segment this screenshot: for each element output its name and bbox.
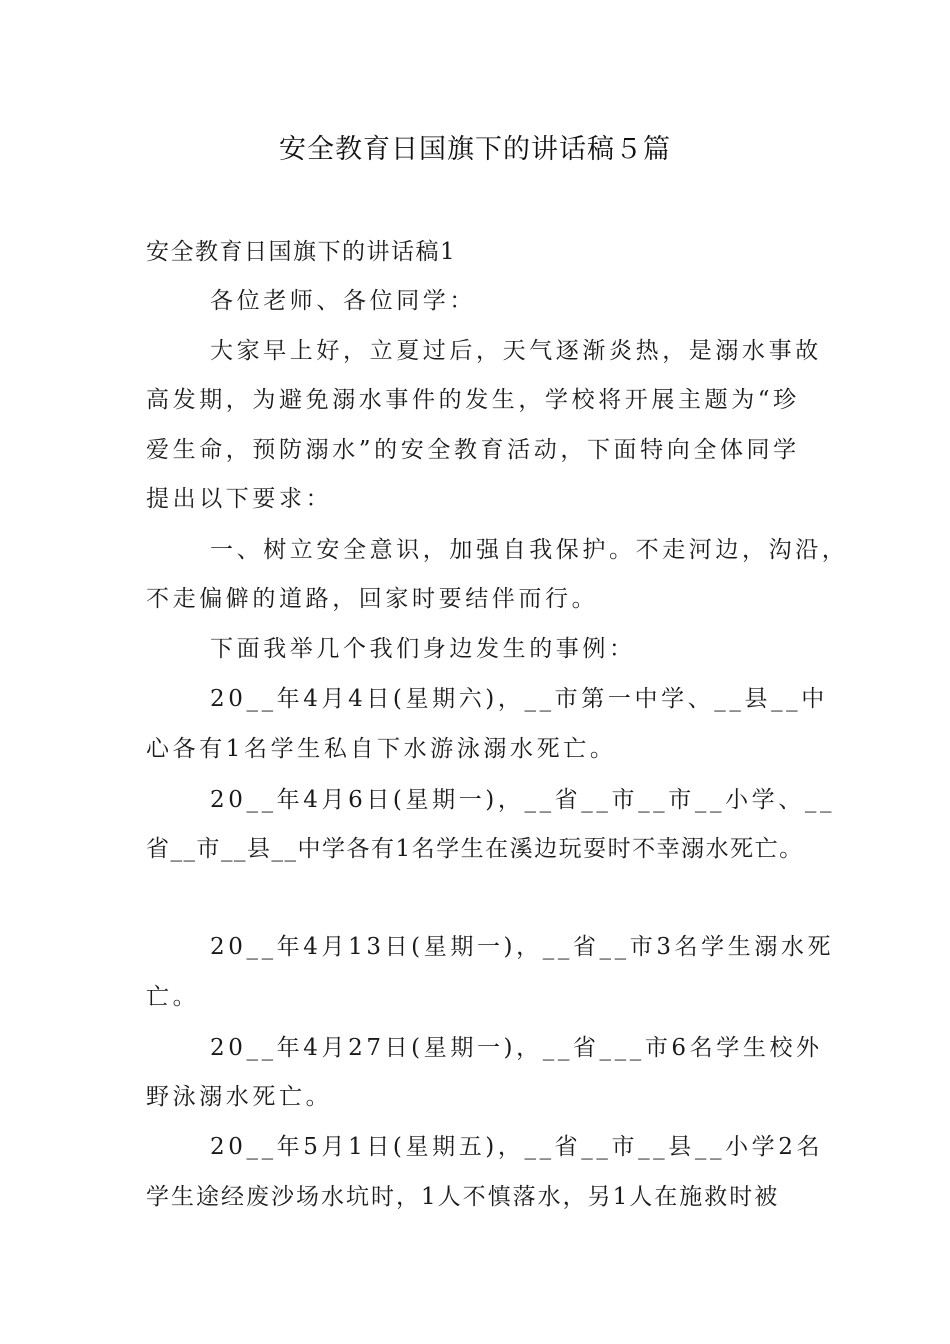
- section-heading: 安全教育日国旗下的讲话稿1: [146, 239, 457, 265]
- paragraph-line: 高发期，为避免溺水事件的发生，学校将开展主题为“珍: [146, 387, 800, 413]
- paragraph-line: 20__年4月4日(星期六)，__市第一中学、__县__中: [210, 686, 828, 712]
- paragraph-line: 大家早上好，立夏过后，天气逐渐炎热，是溺水事故: [210, 338, 822, 364]
- paragraph-line: 野泳溺水死亡。: [146, 1084, 333, 1110]
- paragraph-line: 20__年5月1日(星期五)，__省__市__县__小学2名: [210, 1134, 824, 1160]
- document-title: 安全教育日国旗下的讲话稿５篇: [279, 134, 671, 165]
- paragraph-line: 省__市__县__中学各有1名学生在溪边玩耍时不幸溺水死亡。: [146, 836, 804, 862]
- paragraph-line: 20__年4月13日(星期一)，__省__市3名学生溺水死: [210, 934, 835, 960]
- paragraph-line: 学生途经废沙场水坑时，1人不慎落水，另1人在施救时被: [146, 1184, 780, 1210]
- paragraph-line: 不走偏僻的道路，回家时要结伴而行。: [146, 586, 599, 612]
- paragraph-line: 一、树立安全意识，加强自我保护。不走河边，沟沿，: [210, 537, 849, 563]
- paragraph-line: 20__年4月27日(星期一)，__省___市6名学生校外: [210, 1035, 823, 1061]
- paragraph-line: 心各有1名学生私自下水游泳溺水死亡。: [146, 736, 617, 762]
- salutation: 各位老师、各位同学：: [210, 288, 476, 314]
- paragraph-line: 20__年4月6日(星期一)，__省__市__市__小学、__: [210, 787, 836, 813]
- paragraph-line: 亡。: [146, 984, 200, 1010]
- paragraph-line: 爱生命，预防溺水”的安全教育活动，下面特向全体同学: [146, 437, 800, 463]
- paragraph-line: 提出以下要求：: [146, 486, 333, 512]
- paragraph-line: 下面我举几个我们身边发生的事例：: [210, 636, 636, 662]
